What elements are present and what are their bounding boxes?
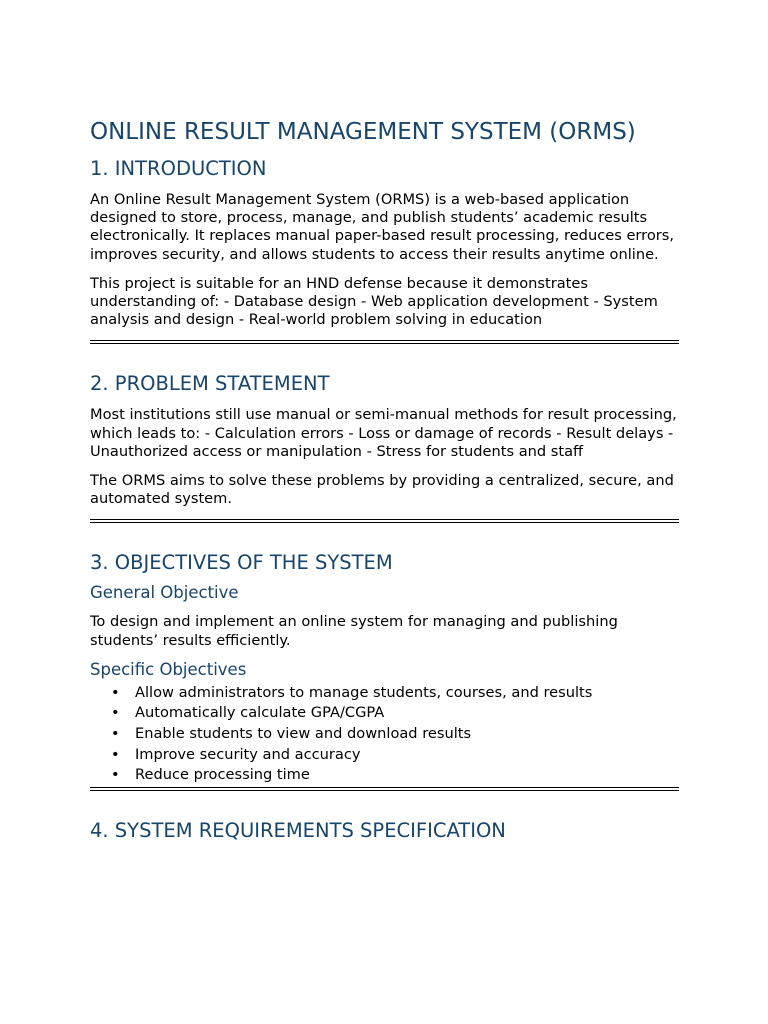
- list-item-text: Automatically calculate GPA/CGPA: [135, 704, 385, 722]
- bullet-icon: •: [111, 704, 120, 722]
- section-heading-objectives: 3. OBJECTIVES OF THE SYSTEM: [90, 551, 393, 575]
- subheading-general-objective: General Objective: [90, 583, 239, 603]
- section-divider: [90, 519, 679, 523]
- list-item: [90, 703, 680, 724]
- intro-paragraph-2: This project is suitable for an HND defense because it demonstrates understanding of: - Database design - Web application development - System analysis and design - Real-world problem solving in education: [90, 274, 658, 329]
- list-item: [90, 765, 680, 786]
- section-heading-introduction: 1. INTRODUCTION: [90, 157, 267, 180]
- section-divider: [90, 340, 679, 344]
- list-item: [90, 745, 680, 766]
- intro-paragraph-1: An Online Result Management System (ORMS) is a web-based application designed to store, process, manage, and publish students’ academic results electronically. It replaces manual paper-based result processing, reduces errors, improves security, and allows students to access their results anytime online.: [90, 191, 675, 263]
- subheading-specific-objectives: Specific Objectives: [90, 659, 247, 679]
- list-item-text: Allow administrators to manage students, courses, and results: [135, 683, 593, 701]
- document-title: ONLINE RESULT MANAGEMENT SYSTEM (ORMS): [90, 119, 636, 145]
- list-item-text: Improve security and accuracy: [135, 745, 361, 763]
- list-item-text: Enable students to view and download results: [135, 725, 472, 743]
- list-item: [90, 683, 680, 704]
- bullet-icon: •: [111, 725, 120, 743]
- list-item-text: Reduce processing time: [135, 766, 310, 784]
- problem-paragraph-2: The ORMS aims to solve these problems by providing a centralized, secure, and automated system.: [90, 472, 674, 508]
- bullet-icon: •: [111, 766, 120, 784]
- specific-objectives-list: [90, 683, 680, 786]
- bullet-icon: •: [111, 745, 120, 763]
- section-divider: [90, 787, 679, 791]
- general-objective-text: To design and implement an online system for managing and publishing students’ results efficiently.: [90, 613, 618, 649]
- section-heading-problem-statement: 2. PROBLEM STATEMENT: [90, 372, 330, 396]
- problem-paragraph-1: Most institutions still use manual or semi-manual methods for result processing, which leads to: - Calculation errors - Loss or damage of records - Result delays - Unauthorized access or manipulation - Stress for students and staff: [90, 406, 677, 460]
- bullet-icon: •: [111, 683, 120, 701]
- list-item: [90, 724, 680, 745]
- document-page: [90, 117, 680, 844]
- section-heading-system-requirements: 4. SYSTEM REQUIREMENTS SPECIFICATION: [90, 818, 506, 842]
